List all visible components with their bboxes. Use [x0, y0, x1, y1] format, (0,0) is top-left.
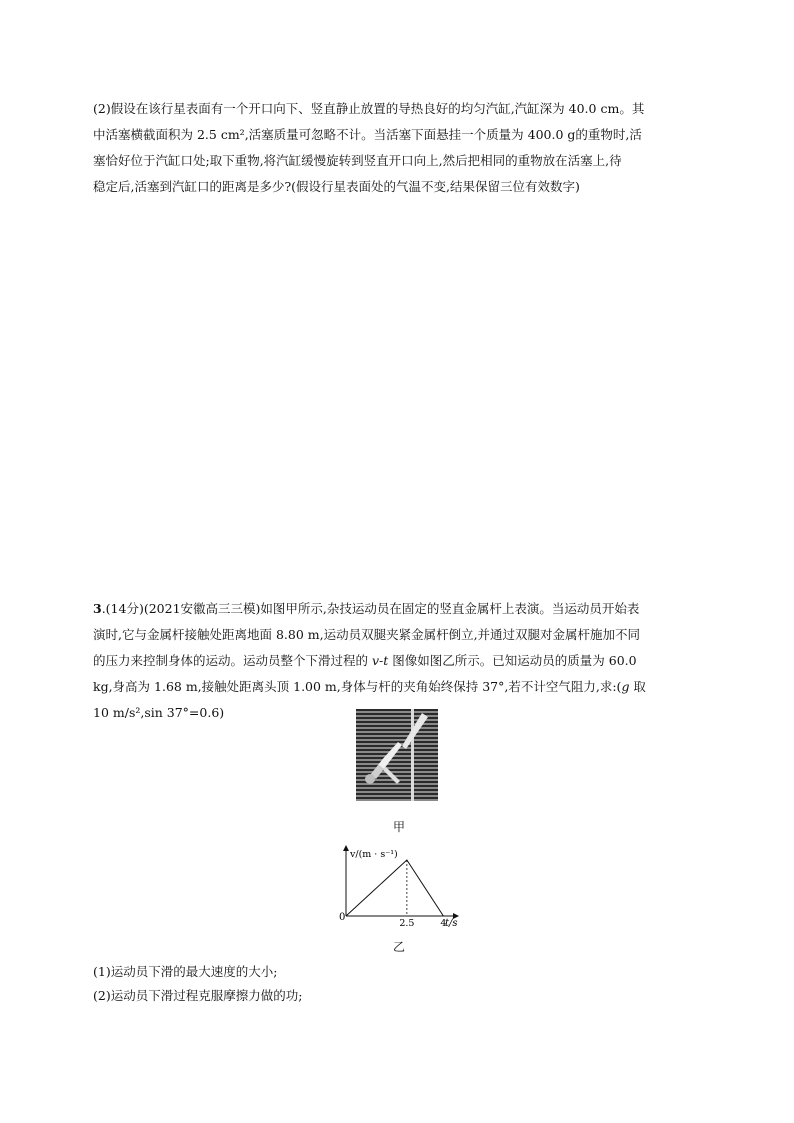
question-3-stem: [93, 596, 703, 726]
sub-question-2: (2)运动员下滑过程克服摩擦力做的功;: [93, 988, 303, 1003]
text-line: 塞恰好位于汽缸口处;取下重物,将汽缸缓慢旋转到竖直开口向上,然后把相同的重物放在活塞上,待: [93, 153, 622, 168]
sub-question-1: (1)运动员下滑的最大速度的大小;: [93, 964, 278, 979]
text-line: 演时,它与金属杆接触处距离地面 8.80 m,运动员双腿夹紧金属杆倒立,并通过双腿对金属杆施加不同: [93, 627, 641, 642]
origin-label: 0: [339, 912, 346, 923]
text-line: (2)假设在该行星表面有一个开口向下、竖直静止放置的导热良好的均匀汽缸,汽缸深为 40.0 cm。其: [93, 101, 645, 116]
text-line: 3.(14分)(2021安徽高三三模)如图甲所示,杂技运动员在固定的竖直金属杆上表演。当运动员开始表: [93, 601, 640, 616]
vt-graph: [330, 840, 470, 932]
y-axis-label: v/(m · s⁻¹): [350, 849, 398, 860]
text-line: kg,身高为 1.68 m,接触处距离头顶 1.00 m,身体与杆的夹角始终保持 37°,若不计空气阻力,求:(g 取: [93, 679, 646, 694]
text-line: 中活塞横截面积为 2.5 cm²,活塞质量可忽略不计。当活塞下面悬挂一个质量为 400.0 g的重物时,活: [93, 127, 642, 142]
text-line: 的压力来控制身体的运动。运动员整个下滑过程的 v-t 图像如图乙所示。已知运动员的质量为 60.0: [93, 653, 637, 668]
x-axis-label: t/s: [445, 918, 458, 929]
figure-b-caption: 乙: [393, 940, 406, 954]
acrobat-photo: [356, 709, 438, 801]
x-tick-label: 4: [440, 918, 447, 929]
figure-a-caption: 甲: [393, 820, 406, 834]
acrobat-photo-image: [356, 709, 438, 801]
text-line: 稳定后,活塞到汽缸口的距离是多少?(假设行星表面处的气温不变,结果保留三位有效数字): [93, 179, 580, 194]
velocity-series-line: [346, 860, 443, 916]
x-tick-label: 2.5: [399, 918, 415, 929]
text-line: 10 m/s²,sin 37°=0.6): [93, 705, 225, 720]
question-2-part-2: [93, 96, 703, 200]
question-number: 3: [93, 601, 102, 616]
